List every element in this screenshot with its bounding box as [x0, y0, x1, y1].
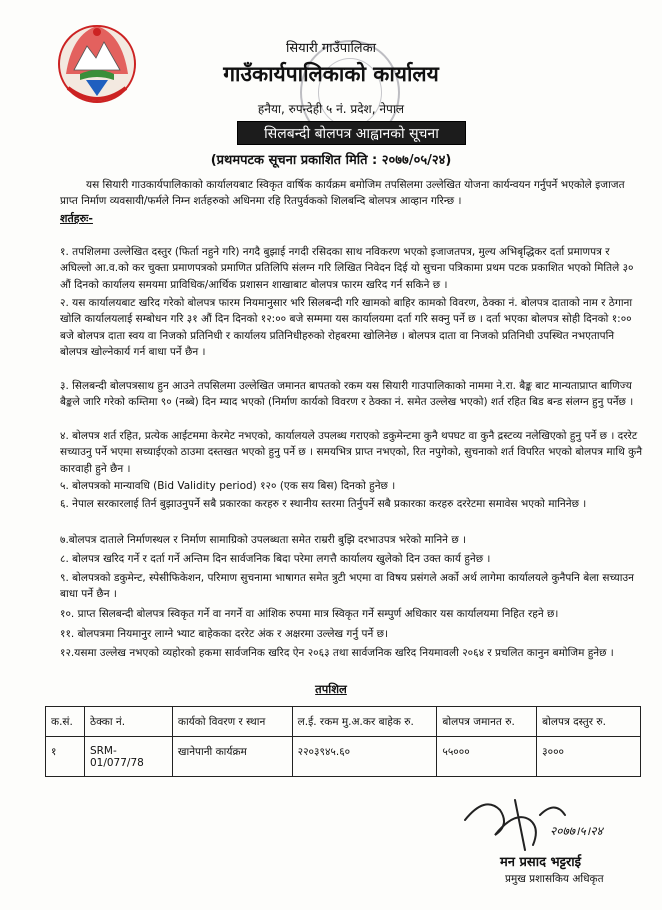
table-cell: १	[46, 737, 85, 777]
condition-item: ९. बोलपत्रको डकुमेन्ट, स्पेसीफिकेशन, परिमाण सुचनामा भाषागत समेत त्रुटी भएमा वा विषय प्रसंगले अर्को अर्थ लागेमा कार्यालयले कुनैपनि बेला सच्याउन बाधा पर्ने छैन ।	[60, 572, 635, 601]
condition-item: ७.बोलपत्र दाताले निर्माणस्थल र निर्माण सामाग्रिको उपलब्धता समेत राम्ररी बुझि दरभाउपत्र भरेको मानिने छ ।	[60, 534, 467, 546]
table-cell: SRM-01/077/78	[84, 737, 172, 777]
signatory-name: मन प्रसाद भट्टराई	[500, 855, 582, 870]
condition-item: ६. नेपाल सरकारलाई तिर्न बुझाउनुपर्ने सबै प्रकारका करहरु र स्थानीय स्तरमा तिर्नुपर्ने सबै प्रकारका करहरु दररेटमा समावेस भएको मानिनेछ ।	[60, 498, 587, 510]
intro-paragraph: यस सियारी गाउकार्यपालिकाको कार्यालयबाट स्विकृत वार्षिक कार्यक्रम बमोजिम तपसिलमा उल्लेखित योजना कार्यन्वयन गर्नुपर्ने भएकोले इजाजत प्राप्त निर्माण व्यवसायी/फर्मले निम्न शर्तहरुको अधिनमा रहि रितपुर्वकको शिलबन्दि बोलपत्र आव्हान गरिन्छ ।	[60, 179, 625, 207]
column-header: ठेक्का नं.	[84, 707, 172, 737]
column-header: बोलपत्र दस्तुर रु.	[537, 707, 641, 737]
publication-date: (प्रथमपटक सूचना प्रकाशित मिति : २०७७/०५/२४)	[210, 153, 452, 168]
conditions-heading: शर्तहरुः-	[60, 212, 93, 225]
table-cell: ५५०००	[437, 737, 537, 777]
office-address: हनैया, रुपन्देही ५ नं. प्रदेश, नेपाल	[257, 102, 405, 116]
table-cell: ३०००	[537, 737, 641, 777]
municipality-name: सियारी गाउँपालिका	[286, 41, 376, 56]
signature-date: २०७७।५।२४	[550, 824, 603, 838]
table-row	[46, 737, 641, 777]
office-name: गाउँकार्यपालिकाको कार्यालय	[223, 62, 439, 86]
column-header: ल.ई. रकम मु.अ.कर बाहेक रु.	[292, 707, 437, 737]
signatory-title: प्रमुख प्रशासकिय अधिकृत	[505, 873, 604, 885]
table-cell: खानेपानी कार्यक्रम	[172, 737, 292, 777]
condition-item: १०. प्राप्त सिलबन्दी बोलपत्र स्विकृत गर्ने वा नगर्ने वा आंशिक रुपमा मात्र स्विकृत गर्ने सम्पुर्ण अधिकार यस कार्यालयमा निहित रहने छ।	[60, 608, 559, 620]
condition-item: ११. बोलपत्रमा नियमानुर लाग्ने भ्याट बाहेकका दररेट अंक र अक्षरमा उल्लेख गर्नु पर्ने छ।	[60, 628, 388, 640]
condition-item: १२.यसमा उल्लेख नभएको व्यहोरको हकमा सार्वजनिक खरिद ऐन २०६३ तथा सार्वजनिक खरिद नियमावली २०६४ र प्रचलित कानुन बमोजिम हुनेछ ।	[60, 647, 614, 659]
table-header-row	[46, 707, 641, 737]
condition-item: १. तपशिलमा उल्लेखित दस्तुर (फिर्ता नहुने गरि) नगदै बुझाई नगदी रसिदका साथ नविकरण भएको इजाजतपत्र, मुल्य अभिबृद्धिकर दर्ता प्रमाणपत्र र अघिल्लो आ.व.को कर चुक्ता प्रमाणपत्रको प्रमाणित प्रतिलिपि संलग्न गरि लिखित निवेदन दिई यो सुचना पत्रिकामा प्रथम पटक प्रकाशित भएको मितिले ३० औं दिनको कार्यालय समयमा प्राविधिक/आर्थिक प्रशासन शाखाबाट बोलपत्र फारम खरिद गर्न सकिने छ ।	[60, 246, 634, 291]
notice-title: सिलबन्दी बोलपत्र आह्वानको सूचना	[237, 121, 466, 145]
schedule-title: तपशिल	[315, 682, 347, 696]
table-cell: २२०३९४५.६०	[292, 737, 437, 777]
condition-item: २. यस कार्यालयबाट खरिद गरेको बोलपत्र फारम नियमानुसार भरि सिलबन्दी गरि खामको बाहिर कामको विवरण, ठेक्का नं. बोलपत्र दाताको नाम र ठेगाना खोलि कार्यालयलाई सम्बोधन गरि ३१ औं दिन दिनको १२:०० बजे सम्ममा यस कार्यालयमा दर्ता गरि सक्नु पर्ने छ । दर्ता भएका बोलपत्र सोही दिनको १:०० बजे बोलपत्र दाता स्वय वा निजको प्रतिनिधी र कार्यालय प्रतिनिधीहरुको रोहबरमा खोलिनेछ । बोलपत्र दाता वा निजको प्रतिनिधी उपस्थित नभएतापनि बोलपत्र खोल्नेकार्य गर्न बाधा पर्ने छैन ।	[60, 297, 633, 359]
condition-item: ३. सिलबन्दी बोलपत्रसाथ हुन आउने तपसिलमा उल्लेखित जमानत बापतको रकम यस सियारी गाउपालिकाको नाममा ने.रा. बैङ्क बाट मान्यताप्राप्त बाणिज्य बैङ्कले जारि गरेको कम्तिमा ९० (नब्बे) दिन म्याद भएको (निर्माण कार्यको विवरण र ठेक्का नं. समेत उल्लेख भएको) शर्त रहित बिड बन्ड संलग्न हुनु पर्नेछ ।	[60, 380, 634, 409]
condition-item: ४. बोलपत्र शर्त रहित, प्रत्येक आईटममा केरमेट नभएको, कार्यालयले उपलब्ध गराएको डकुमेन्टमा कुनै थपघट वा कुनै द्रस्टव्य नलेखिएको हुनु पर्ने छ । दररेट सच्याउनु पर्ने भएमा सच्याईएको ठाउमा दस्तखत भएको हुनु पर्ने छ । समयभित्र प्राप्त नभएको, रित नपुगेको, सुचनाको शर्त विपरित भएको बोलपत्र माथि कुनै कारवाही हुने छैन ।	[60, 430, 643, 475]
condition-item: ५. बोलपत्रको मान्यावधि (Bid Validity period) १२० (एक सय बिस) दिनको हुनेछ ।	[60, 480, 396, 492]
condition-item: ८. बोलपत्र खरिद गर्ने र दर्ता गर्ने अन्तिम दिन सार्वजनिक बिदा परेमा लगत्तै कार्यालय खुलेको दिन उक्त कार्य हुनेछ ।	[60, 553, 491, 565]
column-header: क.सं.	[46, 707, 85, 737]
schedule-table	[45, 706, 641, 777]
column-header: बोलपत्र जमानत रु.	[437, 707, 537, 737]
column-header: कार्यको विवरण र स्थान	[172, 707, 292, 737]
